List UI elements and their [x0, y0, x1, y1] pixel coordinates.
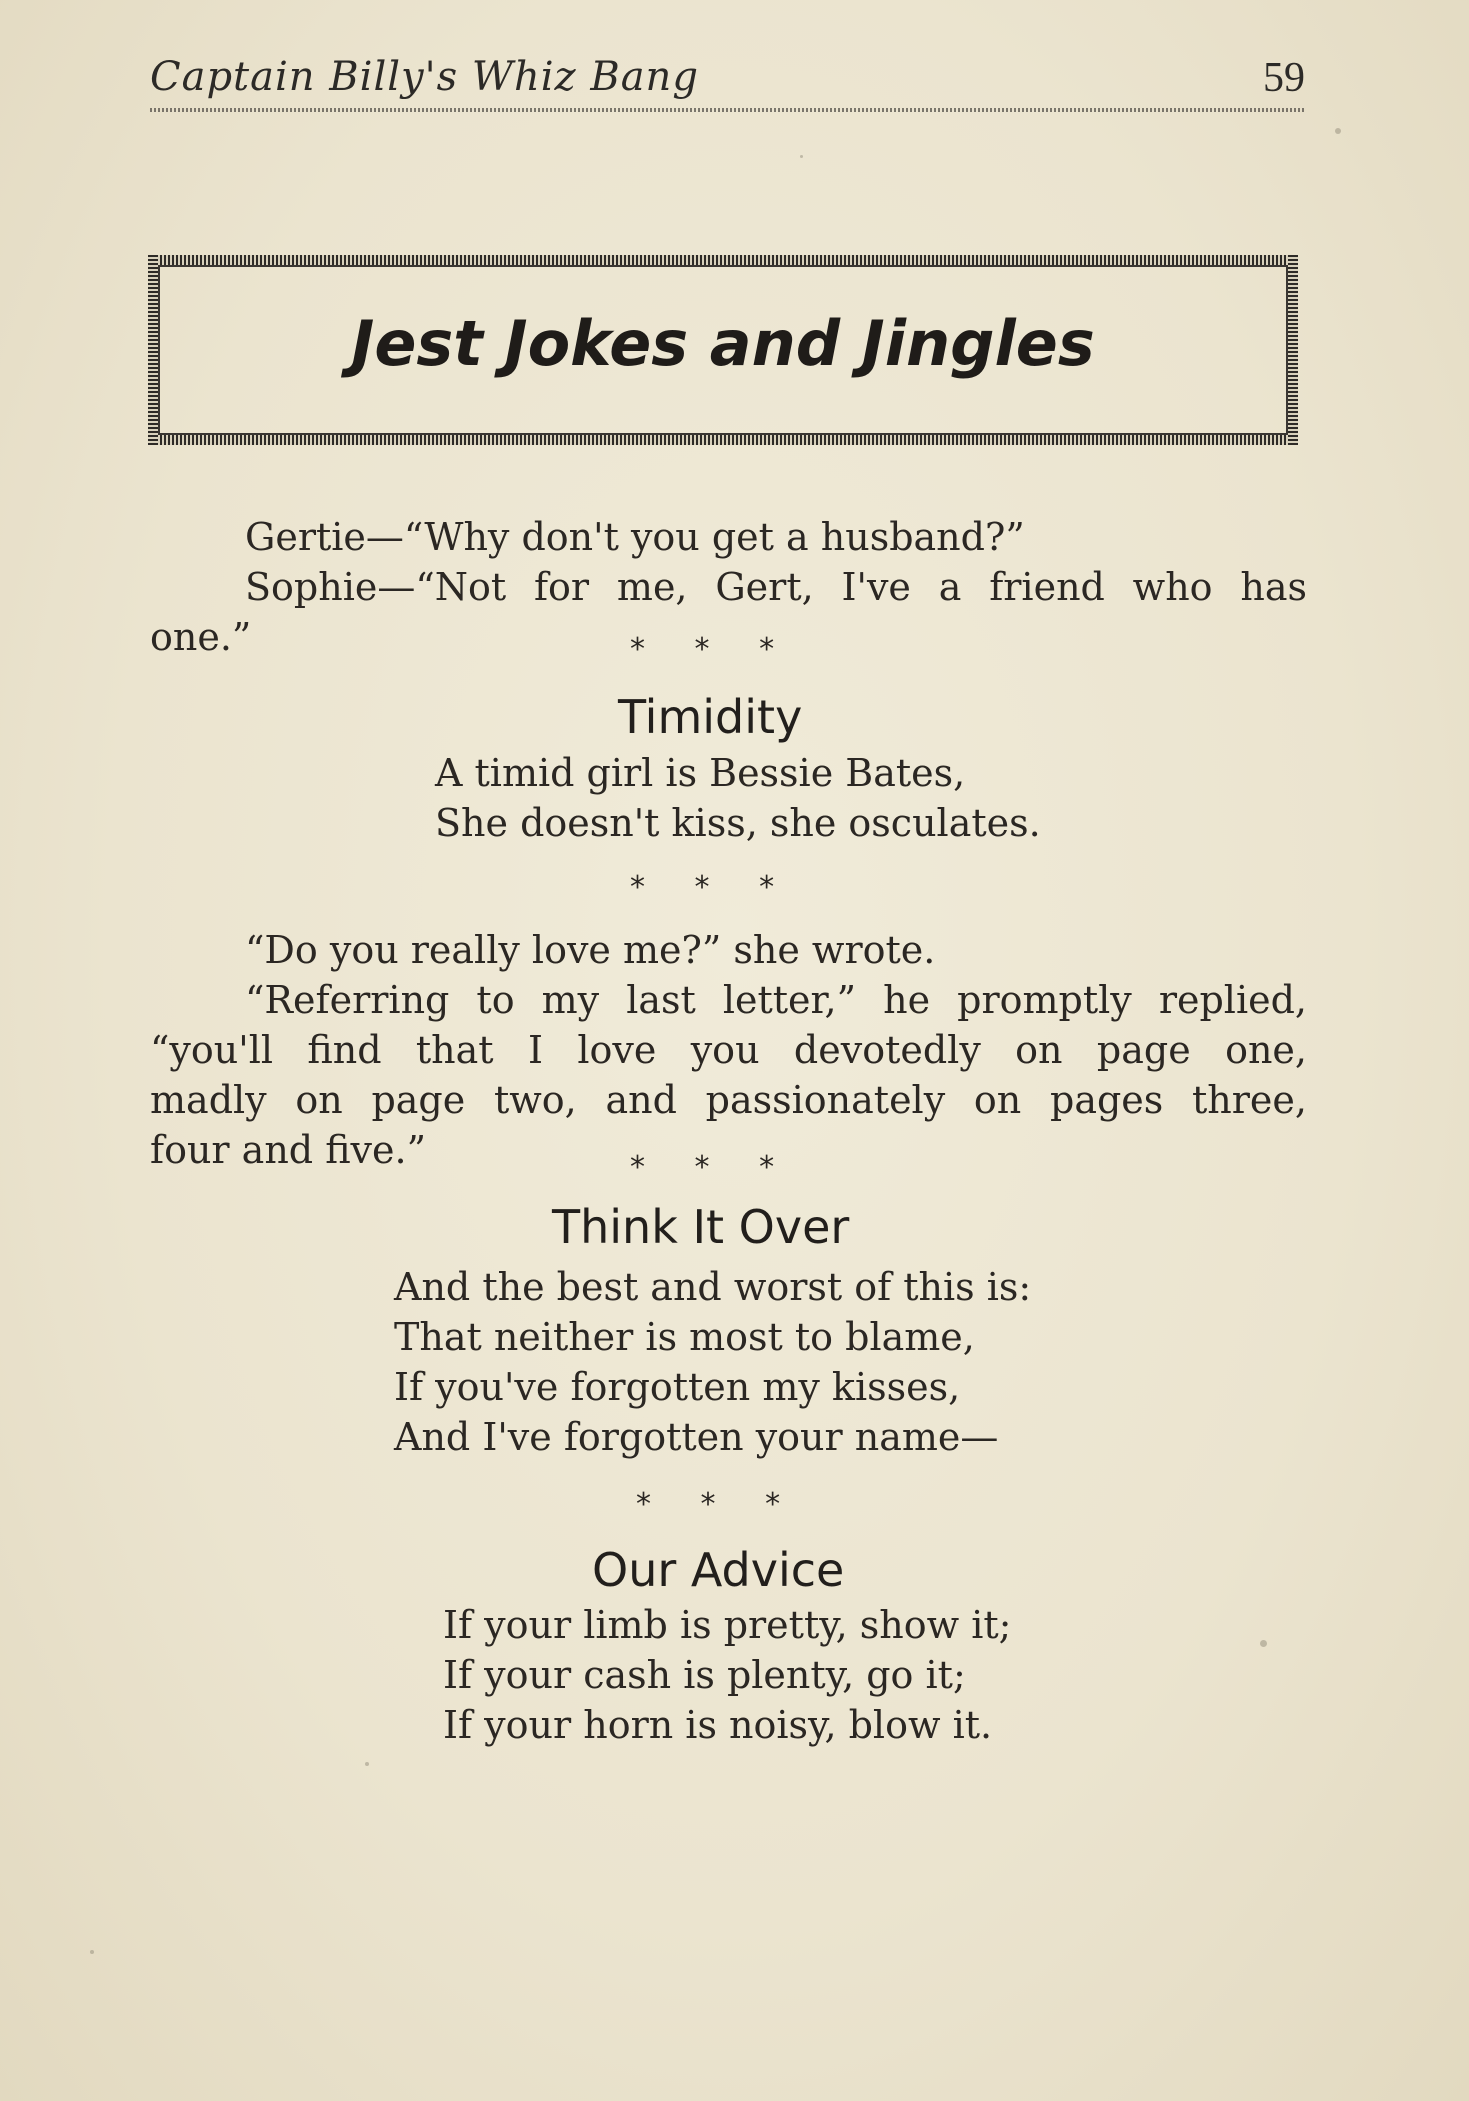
- box-top-border: [148, 255, 1298, 265]
- speck: [800, 155, 803, 158]
- magazine-title: Captain Billy's Whiz Bang: [150, 54, 699, 100]
- separator-stars: * * *: [630, 870, 775, 905]
- poem2-line: And the best and worst of this is:: [394, 1265, 1032, 1309]
- joke1-line1: Gertie—“Why don't you get a husband?”: [245, 515, 1025, 559]
- separator-stars: * * *: [630, 1150, 775, 1185]
- separator-stars: * * *: [636, 1487, 781, 1522]
- speck: [90, 1950, 94, 1954]
- separator-stars: * * *: [630, 632, 775, 667]
- poem3-line: If your horn is noisy, blow it.: [443, 1703, 993, 1747]
- poem3-line: If your limb is pretty, show it;: [443, 1603, 1012, 1647]
- poem1-title: Timidity: [618, 690, 803, 744]
- joke1-line2: Sophie—“Not for me, Gert, I've a friend who has: [245, 565, 1307, 609]
- section-title: Jest Jokes and Jingles: [351, 307, 1095, 380]
- joke2-line1: “Do you really love me?” she wrote.: [245, 928, 936, 972]
- poem3-title: Our Advice: [592, 1543, 845, 1597]
- section-title-box: [148, 255, 1298, 445]
- speck: [1335, 128, 1341, 134]
- header-rule: [150, 108, 1305, 112]
- joke2-line3: “you'll find that I love you devotedly on page one,: [150, 1028, 1307, 1072]
- box-bottom-border: [148, 435, 1298, 445]
- joke2-line2: “Referring to my last letter,” he promptly replied,: [245, 978, 1307, 1022]
- joke1-line3: one.”: [150, 615, 252, 659]
- page-number: 59: [1263, 55, 1305, 101]
- joke2-line5: four and five.”: [150, 1128, 427, 1172]
- poem1-line: She doesn't kiss, she osculates.: [435, 801, 1041, 845]
- poem1-line: A timid girl is Bessie Bates,: [435, 751, 966, 795]
- poem2-line: And I've forgotten your name—: [394, 1415, 999, 1459]
- running-header: [150, 50, 1305, 120]
- joke2-line4: madly on page two, and passionately on pages three,: [150, 1078, 1307, 1122]
- poem2-line: That neither is most to blame,: [394, 1315, 975, 1359]
- speck: [365, 1762, 369, 1766]
- poem3-line: If your cash is plenty, go it;: [443, 1653, 966, 1697]
- speck: [1260, 1640, 1267, 1647]
- poem2-line: If you've forgotten my kisses,: [394, 1365, 961, 1409]
- poem2-title: Think It Over: [552, 1200, 850, 1254]
